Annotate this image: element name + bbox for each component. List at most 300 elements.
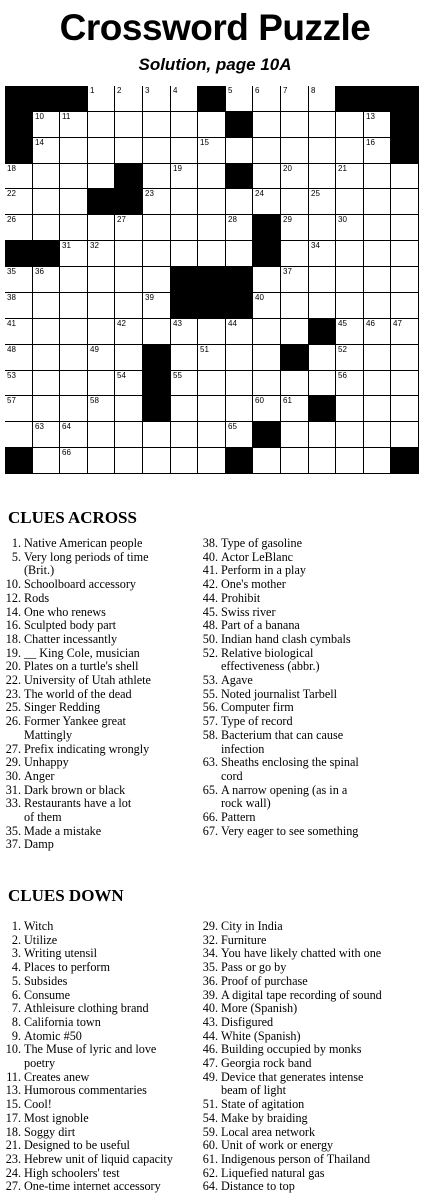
grid-cell[interactable] <box>5 293 33 319</box>
grid-cell[interactable] <box>33 345 60 371</box>
clue-item-text: Make by braiding <box>221 1110 308 1125</box>
grid-cell[interactable] <box>5 345 33 371</box>
clue-item-text: A narrow opening (as in a rock wall) <box>221 782 348 811</box>
clue-item-text: Agave <box>221 673 253 688</box>
clue-item-text: Subsides <box>24 973 68 988</box>
grid-cell[interactable] <box>33 422 60 448</box>
grid-cell[interactable] <box>281 138 309 164</box>
clue-item-number: 56. <box>202 700 218 715</box>
grid-cell[interactable] <box>171 345 198 371</box>
grid-cell[interactable] <box>253 112 281 138</box>
grid-cell[interactable] <box>5 422 33 448</box>
clue-item-text: Utilize <box>24 932 58 947</box>
grid-cell[interactable] <box>253 86 281 112</box>
grid-cell[interactable] <box>198 138 226 164</box>
clue-item-number: 22. <box>5 673 21 688</box>
clue-item <box>197 647 359 674</box>
clue-item-number: 10. <box>5 577 21 592</box>
grid-cell[interactable] <box>143 86 171 112</box>
grid-cell[interactable] <box>115 86 143 112</box>
clue-item-number: 9. <box>11 1028 21 1043</box>
grid-cell[interactable] <box>88 293 115 319</box>
grid-cell[interactable] <box>60 138 88 164</box>
grid-cell[interactable] <box>309 241 336 267</box>
clue-item <box>197 1153 382 1167</box>
clue-item-text: Computer firm <box>221 700 294 715</box>
clue-item-text: The world of the dead <box>24 686 132 701</box>
grid-cell[interactable] <box>115 241 143 267</box>
grid-cell[interactable] <box>5 189 33 215</box>
grid-cell[interactable] <box>391 293 419 319</box>
clue-number: 7 <box>283 86 288 95</box>
clue-item-number: 26. <box>5 714 21 729</box>
clue-item-number: 30. <box>5 768 21 783</box>
grid-cell[interactable] <box>60 189 88 215</box>
grid-cell[interactable] <box>171 112 198 138</box>
grid-cell[interactable] <box>336 189 364 215</box>
clue-item-text: Witch <box>24 919 54 933</box>
clue-item <box>0 1084 173 1098</box>
grid-cell[interactable] <box>33 396 60 422</box>
grid-cell[interactable] <box>226 396 253 422</box>
clue-item <box>0 1071 173 1085</box>
grid-cell[interactable] <box>60 112 88 138</box>
grid-cell[interactable] <box>309 86 336 112</box>
grid-cell[interactable] <box>171 371 198 396</box>
grid-cell[interactable] <box>226 138 253 164</box>
clue-item <box>0 619 151 633</box>
grid-cell[interactable] <box>88 422 115 448</box>
grid-cell[interactable] <box>336 215 364 241</box>
grid-cell[interactable] <box>5 164 33 189</box>
clue-item <box>197 551 359 565</box>
grid-cell[interactable] <box>198 345 226 371</box>
clue-item <box>0 756 151 770</box>
grid-cell[interactable] <box>281 448 309 474</box>
grid-cell[interactable] <box>281 164 309 189</box>
grid-cell[interactable] <box>198 396 226 422</box>
grid-cell[interactable] <box>309 164 336 189</box>
clue-item <box>0 961 173 975</box>
grid-cell[interactable] <box>198 164 226 189</box>
grid-cell[interactable] <box>115 396 143 422</box>
grid-cell[interactable] <box>143 112 171 138</box>
grid-cell[interactable] <box>281 189 309 215</box>
clue-item <box>197 756 359 783</box>
grid-cell[interactable] <box>198 319 226 345</box>
grid-cell[interactable] <box>336 164 364 189</box>
grid-cell[interactable] <box>336 448 364 474</box>
grid-cell[interactable] <box>336 138 364 164</box>
clue-number: 1 <box>90 86 95 95</box>
grid-cell[interactable] <box>60 371 88 396</box>
clue-item-text: Distance to top <box>221 1179 295 1194</box>
clue-item-number: 17. <box>5 1110 21 1125</box>
clue-item-number: 23. <box>5 686 21 701</box>
grid-cell[interactable] <box>253 396 281 422</box>
grid-cell[interactable] <box>281 371 309 396</box>
grid-cell[interactable] <box>281 112 309 138</box>
grid-cell[interactable] <box>336 422 364 448</box>
clue-item <box>197 1071 382 1098</box>
grid-cell[interactable] <box>281 241 309 267</box>
clue-item <box>0 989 173 1003</box>
grid-cell[interactable] <box>33 448 60 474</box>
grid-cell[interactable] <box>281 396 309 422</box>
grid-cell[interactable] <box>60 215 88 241</box>
grid-cell[interactable] <box>364 189 391 215</box>
clue-item-text: Local area network <box>221 1124 316 1139</box>
grid-cell[interactable] <box>281 319 309 345</box>
clue-item-number: 50. <box>202 631 218 646</box>
grid-cell[interactable] <box>226 345 253 371</box>
grid-cell[interactable] <box>33 112 60 138</box>
grid-cell[interactable] <box>60 293 88 319</box>
grid-cell[interactable] <box>309 448 336 474</box>
clue-item-text: Chatter incessantly <box>24 631 118 646</box>
grid-cell[interactable] <box>391 319 419 345</box>
clue-item-text: Device that generates intense beam of light <box>221 1069 364 1098</box>
clue-item-number: 5. <box>11 973 21 988</box>
grid-cell[interactable] <box>391 345 419 371</box>
clue-item <box>0 578 151 592</box>
grid-cell[interactable] <box>143 448 171 474</box>
clue-item-text: Unit of work or energy <box>221 1138 334 1153</box>
grid-cell[interactable] <box>226 215 253 241</box>
grid-cell[interactable] <box>33 215 60 241</box>
grid-cell[interactable] <box>143 138 171 164</box>
grid-cell[interactable] <box>115 138 143 164</box>
grid-cell[interactable] <box>309 422 336 448</box>
grid-cell[interactable] <box>253 189 281 215</box>
grid-cell[interactable] <box>391 189 419 215</box>
clue-item-text: Native American people <box>24 536 143 550</box>
grid-cell[interactable] <box>143 422 171 448</box>
grid-cell[interactable] <box>391 422 419 448</box>
grid-cell[interactable] <box>33 319 60 345</box>
clue-item <box>0 551 151 578</box>
grid-cell[interactable] <box>171 164 198 189</box>
grid-cell[interactable] <box>253 319 281 345</box>
grid-cell[interactable] <box>143 267 171 293</box>
grid-cell[interactable] <box>143 293 171 319</box>
clue-item-text: Building occupied by monks <box>221 1042 362 1057</box>
clue-item <box>0 920 173 934</box>
grid-cell[interactable] <box>336 345 364 371</box>
grid-cell[interactable] <box>198 371 226 396</box>
clue-number: 38 <box>7 293 16 302</box>
clue-item-number: 53. <box>202 673 218 688</box>
clue-number: 13 <box>366 112 375 121</box>
grid-cell[interactable] <box>198 422 226 448</box>
clue-item-number: 35. <box>5 823 21 838</box>
grid-cell[interactable] <box>253 267 281 293</box>
clue-item <box>0 743 151 757</box>
grid-cell[interactable] <box>171 138 198 164</box>
grid-cell[interactable] <box>336 267 364 293</box>
grid-cell[interactable] <box>336 293 364 319</box>
grid-cell[interactable] <box>5 319 33 345</box>
grid-cell[interactable] <box>226 319 253 345</box>
clue-item-text: Very eager to see something <box>221 823 359 838</box>
grid-cell[interactable] <box>171 189 198 215</box>
grid-cell[interactable] <box>115 319 143 345</box>
clue-item-number: 39. <box>202 987 218 1002</box>
clue-item-text: Sheaths enclosing the spinal cord <box>221 755 359 783</box>
grid-cell[interactable] <box>171 215 198 241</box>
grid-cell[interactable] <box>171 86 198 112</box>
clue-item-number: 2. <box>11 932 21 947</box>
grid-cell[interactable] <box>60 267 88 293</box>
clue-item <box>0 633 151 647</box>
grid-cell[interactable] <box>115 267 143 293</box>
grid-cell[interactable] <box>5 267 33 293</box>
grid-cell[interactable] <box>115 422 143 448</box>
grid-cell[interactable] <box>364 293 391 319</box>
clue-item <box>0 1030 173 1044</box>
grid-cell[interactable] <box>281 293 309 319</box>
grid-cell[interactable] <box>364 422 391 448</box>
grid-cell[interactable] <box>281 422 309 448</box>
grid-cell[interactable] <box>364 371 391 396</box>
grid-cell[interactable] <box>5 371 33 396</box>
grid-cell[interactable] <box>336 319 364 345</box>
grid-cell[interactable] <box>60 422 88 448</box>
clue-number: 43 <box>173 319 182 328</box>
clue-item-number: 47. <box>202 1056 218 1071</box>
grid-cell[interactable] <box>88 396 115 422</box>
grid-cell[interactable] <box>198 112 226 138</box>
grid-cell[interactable] <box>391 396 419 422</box>
clue-item-number: 65. <box>202 782 218 797</box>
grid-cell[interactable] <box>143 215 171 241</box>
grid-cell[interactable] <box>364 112 391 138</box>
grid-cell[interactable] <box>198 241 226 267</box>
grid-cell[interactable] <box>226 189 253 215</box>
grid-cell[interactable] <box>88 371 115 396</box>
grid-cell[interactable] <box>309 345 336 371</box>
clue-number: 15 <box>200 138 209 147</box>
grid-cell[interactable] <box>60 396 88 422</box>
clue-number: 18 <box>7 164 16 173</box>
grid-cell[interactable] <box>309 112 336 138</box>
grid-cell[interactable] <box>115 345 143 371</box>
clue-number: 22 <box>7 189 16 198</box>
grid-cell[interactable] <box>226 86 253 112</box>
grid-cell[interactable] <box>226 422 253 448</box>
grid-cell[interactable] <box>226 241 253 267</box>
clue-item-text: Former Yankee great Mattingly <box>24 714 126 742</box>
grid-cell[interactable] <box>364 164 391 189</box>
grid-cell[interactable] <box>364 319 391 345</box>
clue-item-number: 60. <box>202 1138 218 1153</box>
grid-cell[interactable] <box>198 189 226 215</box>
down-clues-right <box>197 920 382 1194</box>
clue-item <box>197 1030 382 1044</box>
clue-item-text: Pattern <box>221 810 256 825</box>
grid-cell[interactable] <box>60 448 88 474</box>
grid-cell[interactable] <box>88 448 115 474</box>
grid-cell[interactable] <box>33 371 60 396</box>
grid-cell[interactable] <box>143 189 171 215</box>
clue-item <box>0 975 173 989</box>
grid-cell[interactable] <box>171 241 198 267</box>
grid-cell[interactable] <box>281 215 309 241</box>
clue-item-text: Bacterium that can cause infection <box>221 727 344 756</box>
grid-cell[interactable] <box>171 396 198 422</box>
grid-cell[interactable] <box>253 371 281 396</box>
grid-cell[interactable] <box>253 293 281 319</box>
clue-item-text: One's mother <box>221 577 286 592</box>
clue-item-text: Writing utensil <box>24 946 97 961</box>
grid-cell[interactable] <box>115 112 143 138</box>
grid-cell[interactable] <box>226 371 253 396</box>
grid-cell[interactable] <box>198 215 226 241</box>
clue-number: 5 <box>228 86 233 95</box>
grid-cell[interactable] <box>143 241 171 267</box>
grid-cell[interactable] <box>88 345 115 371</box>
grid-cell[interactable] <box>391 164 419 189</box>
clue-number: 11 <box>62 112 71 121</box>
grid-cell[interactable] <box>391 267 419 293</box>
clue-item <box>197 701 359 715</box>
grid-cell[interactable] <box>171 422 198 448</box>
clue-item-number: 10. <box>5 1042 21 1057</box>
grid-cell[interactable] <box>143 319 171 345</box>
grid-cell[interactable] <box>33 293 60 319</box>
grid-cell[interactable] <box>364 396 391 422</box>
clue-item <box>0 838 151 852</box>
clue-item-text: Perform in a play <box>221 563 306 578</box>
clue-item-number: 21. <box>5 1138 21 1153</box>
grid-cell[interactable] <box>60 345 88 371</box>
grid-cell[interactable] <box>5 215 33 241</box>
grid-cell[interactable] <box>88 241 115 267</box>
grid-cell[interactable] <box>309 293 336 319</box>
grid-cell[interactable] <box>60 319 88 345</box>
grid-cell[interactable] <box>281 86 309 112</box>
grid-cell[interactable] <box>336 112 364 138</box>
clue-number: 60 <box>255 396 264 405</box>
clue-item <box>197 1126 382 1140</box>
grid-cell[interactable] <box>88 215 115 241</box>
grid-cell[interactable] <box>364 215 391 241</box>
grid-cell[interactable] <box>33 267 60 293</box>
grid-cell[interactable] <box>88 112 115 138</box>
grid-cell[interactable] <box>198 448 226 474</box>
clue-item-text: Relative biological effectiveness (abbr.) <box>221 645 320 674</box>
grid-cell[interactable] <box>336 241 364 267</box>
clue-number: 58 <box>90 396 99 405</box>
grid-cell[interactable] <box>364 241 391 267</box>
grid-cell[interactable] <box>364 138 391 164</box>
grid-cell[interactable] <box>143 164 171 189</box>
grid-cell[interactable] <box>364 448 391 474</box>
grid-cell[interactable] <box>364 345 391 371</box>
clue-item-text: Designed to be useful <box>24 1138 130 1153</box>
grid-cell[interactable] <box>88 319 115 345</box>
grid-cell[interactable] <box>115 215 143 241</box>
grid-cell[interactable] <box>309 215 336 241</box>
clue-number: 27 <box>117 215 126 224</box>
grid-cell[interactable] <box>171 319 198 345</box>
clue-item-number: 11. <box>6 1069 21 1084</box>
clue-item-number: 63. <box>202 755 218 770</box>
clue-number: 53 <box>7 371 16 380</box>
clue-item-text: Athleisure clothing brand <box>24 1001 149 1016</box>
grid-cell[interactable] <box>5 396 33 422</box>
grid-cell[interactable] <box>253 345 281 371</box>
clue-item-text: California town <box>24 1014 101 1029</box>
grid-cell[interactable] <box>336 371 364 396</box>
grid-cell[interactable] <box>309 138 336 164</box>
clue-item-number: 38. <box>202 536 218 550</box>
grid-cell[interactable] <box>33 138 60 164</box>
clue-item-text: Type of record <box>221 714 293 729</box>
grid-cell[interactable] <box>115 371 143 396</box>
grid-cell[interactable] <box>253 448 281 474</box>
clue-item <box>197 1057 382 1071</box>
grid-cell[interactable] <box>115 448 143 474</box>
clue-number: 35 <box>7 267 16 276</box>
clue-item-text: Damp <box>24 837 54 852</box>
grid-cell[interactable] <box>33 189 60 215</box>
clue-item <box>197 1002 382 1016</box>
grid-cell[interactable] <box>281 267 309 293</box>
grid-cell[interactable] <box>309 267 336 293</box>
grid-cell[interactable] <box>309 371 336 396</box>
grid-cell[interactable] <box>88 138 115 164</box>
grid-cell[interactable] <box>391 241 419 267</box>
grid-cell[interactable] <box>309 189 336 215</box>
clue-item-number: 4. <box>11 960 21 975</box>
grid-cell[interactable] <box>60 241 88 267</box>
clue-number: 19 <box>173 164 182 173</box>
clue-item <box>0 715 151 742</box>
clue-item-number: 48. <box>202 618 218 633</box>
grid-cell[interactable] <box>33 164 60 189</box>
grid-cell[interactable] <box>336 396 364 422</box>
grid-cell[interactable] <box>171 448 198 474</box>
clue-item-text: Atomic #50 <box>24 1028 82 1043</box>
clue-number: 63 <box>35 422 44 431</box>
clue-number: 28 <box>228 215 237 224</box>
clue-number: 48 <box>7 345 16 354</box>
clue-number: 29 <box>283 215 292 224</box>
clue-item-text: Noted journalist Tarbell <box>221 686 338 701</box>
grid-cell[interactable] <box>88 164 115 189</box>
grid-cell[interactable] <box>115 293 143 319</box>
grid-cell[interactable] <box>88 267 115 293</box>
page-subtitle: Solution, page 10A <box>138 55 292 74</box>
grid-cell[interactable] <box>391 371 419 396</box>
grid-cell[interactable] <box>60 164 88 189</box>
clue-item-text: Proof of purchase <box>221 973 308 988</box>
clue-item <box>197 688 359 702</box>
clue-number: 40 <box>255 293 264 302</box>
clue-number: 14 <box>35 138 44 147</box>
grid-cell[interactable] <box>391 215 419 241</box>
grid-cell[interactable] <box>253 164 281 189</box>
grid-cell[interactable] <box>253 138 281 164</box>
clue-item-text: Plates on a turtle's shell <box>24 659 139 674</box>
grid-cell[interactable] <box>88 86 115 112</box>
clue-item <box>197 606 359 620</box>
clue-item-number: 27. <box>5 741 21 756</box>
clue-number: 46 <box>366 319 375 328</box>
clue-item-text: Swiss river <box>221 604 276 619</box>
grid-cell[interactable] <box>364 267 391 293</box>
